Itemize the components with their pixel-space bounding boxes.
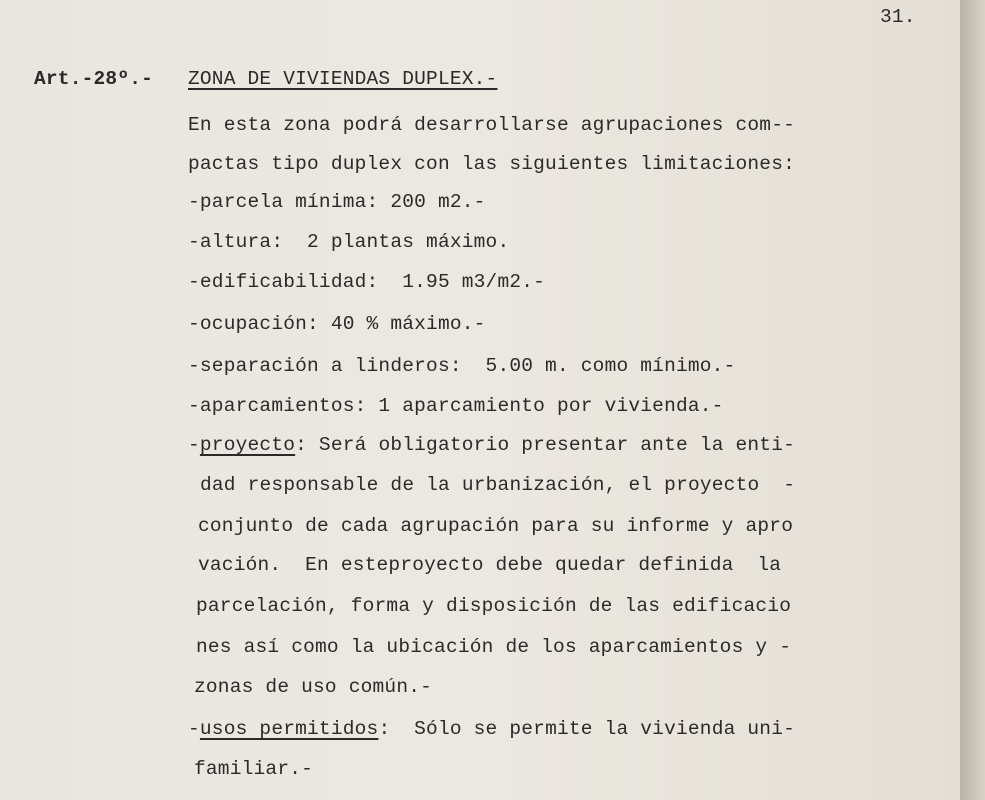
proyecto-text: Será obligatorio presentar ante la enti- (307, 434, 796, 456)
text-line: nes así como la ubicación de los aparcamientos y - (196, 636, 792, 658)
usos-text: Sólo se permite la vivienda uni- (390, 718, 796, 740)
page-number: 31. (880, 6, 916, 28)
text-line: zonas de uso común.- (194, 676, 433, 698)
colon: : (295, 434, 308, 456)
page-edge (960, 0, 985, 800)
text-line: -aparcamientos: 1 aparcamiento por vivienda.- (188, 395, 724, 417)
text-line: -altura: 2 plantas máximo. (188, 231, 510, 253)
text-line: parcelación, forma y disposición de las edificacio (196, 595, 792, 617)
text-line: En esta zona podrá desarrollarse agrupaciones com-- (188, 114, 795, 136)
text-line: dad responsable de la urbanización, el proyecto - (200, 474, 796, 496)
proyecto-label: proyecto (199, 434, 296, 456)
article-title: ZONA DE VIVIENDAS DUPLEX.- (188, 68, 498, 90)
dash: - (188, 718, 200, 740)
text-line: conjunto de cada agrupación para su informe y apro (198, 515, 794, 537)
text-line: -ocupación: 40 % máximo.- (188, 313, 486, 335)
proyecto-line (188, 436, 795, 456)
usos-label: usos permitidos (199, 718, 379, 740)
text-line: -edificabilidad: 1.95 m3/m2.- (188, 271, 546, 293)
text-line: vación. En esteproyecto debe quedar definida la (198, 554, 782, 576)
text-line: -separación a linderos: 5.00 m. como mínimo.- (188, 355, 736, 377)
dash: - (188, 434, 200, 456)
article-label: Art.-28º.- (34, 68, 154, 90)
text-line: pactas tipo duplex con las siguientes limitaciones: (188, 153, 795, 175)
colon: : (378, 718, 391, 740)
text-line: -parcela mínima: 200 m2.- (188, 191, 486, 213)
usos-line (188, 720, 795, 740)
text-line: familiar.- (194, 758, 314, 780)
